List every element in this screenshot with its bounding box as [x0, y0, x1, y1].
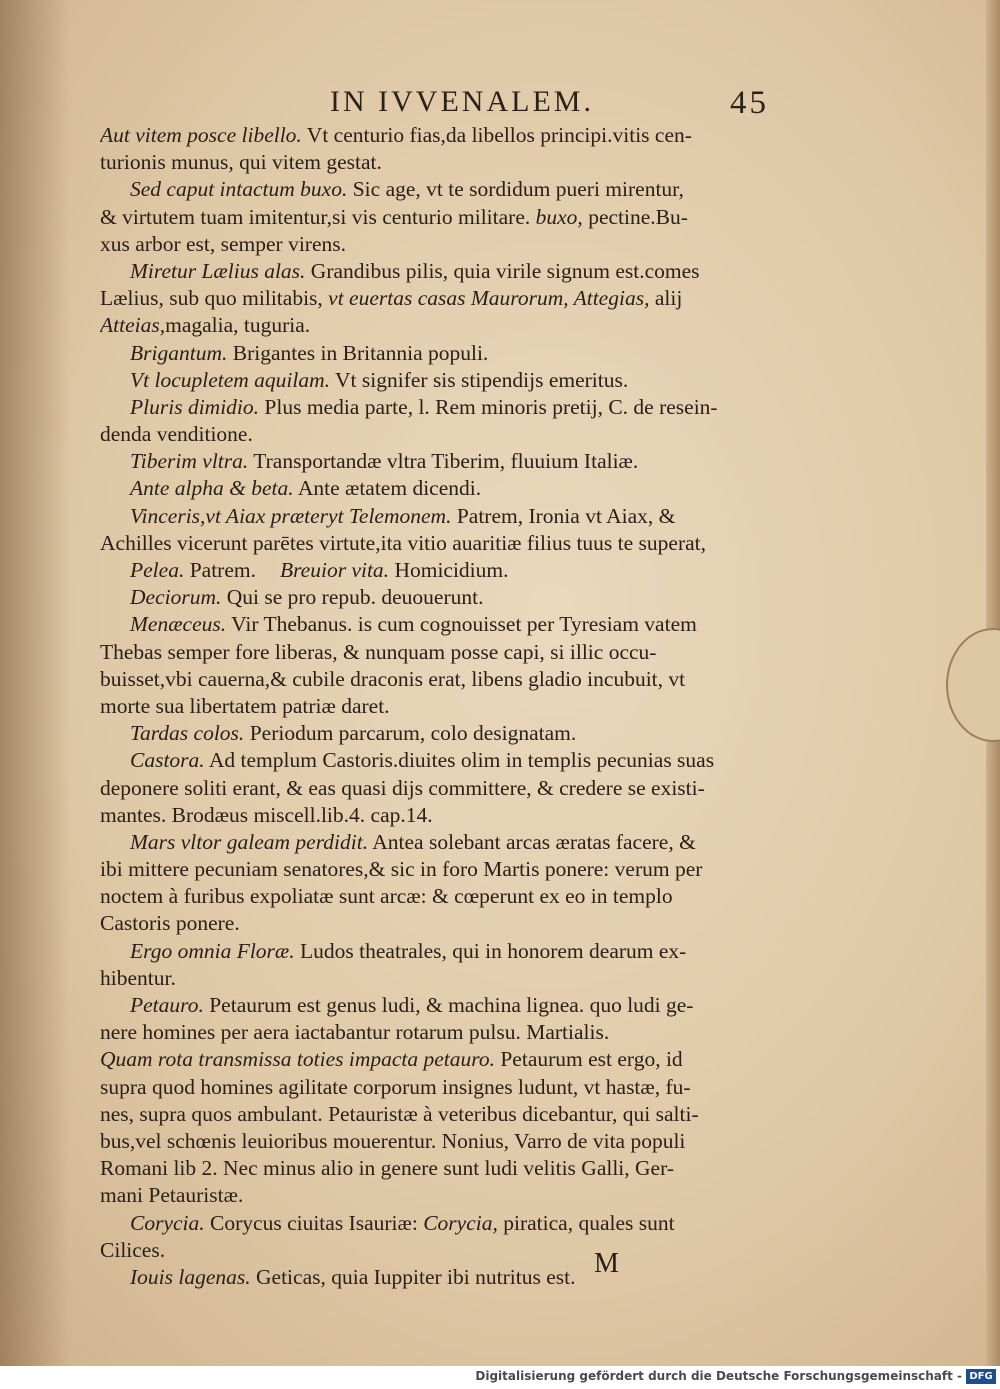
gloss-text: Qui se pro repub. deuouerunt. — [221, 585, 484, 610]
lemma-italic: Ante alpha & beta. — [130, 476, 294, 501]
page-tab-clip — [946, 628, 1000, 742]
text-line — [100, 448, 790, 475]
text-line — [100, 666, 790, 693]
gloss-text: Ad templum Castoris.diuites olim in templis pecunias suas — [204, 748, 715, 773]
text-line — [100, 394, 790, 421]
gloss-text: morte sua libertatem patriæ daret. — [100, 693, 390, 718]
lemma-italic: Vinceris,vt Aiax præteryt Telemonem. — [130, 503, 452, 528]
text-line — [100, 1182, 790, 1209]
gloss-text: Petaurum est ergo, id — [494, 1047, 683, 1072]
gloss-text: Corycus ciuitas Isauriæ: — [204, 1210, 424, 1235]
gloss-text: buisset,vbi cauerna,& cubile draconis erat, libens gladio incubuit, vt — [100, 666, 686, 691]
text-line — [100, 367, 790, 394]
gloss-text: Plus media parte, l. Rem minoris pretij, C. de resein- — [259, 394, 718, 419]
gloss-text: turionis munus, qui vitem gestat. — [100, 150, 382, 175]
gloss-text: Ludos theatrales, qui in honorem dearum ex- — [294, 938, 687, 963]
gloss-text: Grandibus pilis, quia virile signum est.comes — [305, 258, 700, 283]
text-line — [100, 992, 790, 1019]
lemma-italic: Sed caput intactum buxo. — [130, 177, 348, 202]
text-line — [100, 231, 790, 258]
gloss-text: Romani lib 2. Nec minus alio in genere sunt ludi velitis Galli, Ger- — [100, 1156, 674, 1181]
lemma-italic: vt euertas casas Maurorum, Attegias, — [328, 286, 650, 311]
text-line — [100, 421, 790, 448]
text-line — [100, 938, 790, 965]
text-line — [100, 204, 790, 231]
gloss-text: magalia, tuguria. — [165, 313, 311, 338]
dfg-logo: DFG — [966, 1369, 996, 1384]
gloss-text: Cilices. — [100, 1237, 166, 1262]
gloss-text: Homicidium. — [389, 558, 509, 582]
lemma-italic: Pelea. — [130, 558, 185, 582]
digitization-footer — [0, 1366, 1000, 1389]
lemma-italic: Menæceus. — [130, 612, 227, 637]
catchword: M — [594, 1248, 619, 1279]
text-line — [100, 611, 790, 638]
lemma-italic: Corycia, — [423, 1210, 498, 1235]
gloss-text: pectine.Bu- — [582, 204, 688, 229]
text-line — [100, 1101, 790, 1128]
gloss-text: alij — [649, 286, 683, 311]
running-title: IN IVVENALEM. — [330, 85, 594, 118]
gloss-text: Vir Thebanus. is cum cognouisset per Tyresiam vatem — [226, 612, 697, 637]
gloss-text: mani Petauristæ. — [100, 1183, 244, 1208]
text-line — [100, 883, 790, 910]
text-line — [100, 829, 790, 856]
text-line — [100, 1264, 790, 1291]
text-line — [100, 1237, 790, 1264]
lemma-italic: buxo, — [535, 204, 583, 229]
gloss-text: noctem à furibus expoliatæ sunt arcæ: & cœperunt ex eo in templo — [100, 884, 673, 909]
gloss-text: bus,vel schœnis leuioribus mouerentur. Nonius, Varro de vita populi — [100, 1128, 686, 1153]
text-line — [100, 1210, 790, 1237]
gloss-text: piratica, quales sunt — [497, 1210, 675, 1235]
gloss-text: Petaurum est genus ludi, & machina lignea. quo ludi ge- — [203, 993, 694, 1017]
text-line — [100, 856, 790, 883]
gloss-text: Brigantes in Britannia populi. — [227, 340, 489, 365]
lemma-italic: Breuior vita. — [279, 558, 390, 582]
text-line — [100, 530, 790, 557]
gloss-text: supra quod homines agilitate corporum insignes ludunt, vt hastæ, fu- — [100, 1074, 691, 1099]
text-line — [100, 693, 790, 720]
running-header — [330, 85, 800, 125]
text-line — [100, 122, 790, 149]
gloss-text: & virtutem tuam imitentur,si vis centurio militare. — [100, 204, 536, 229]
gloss-text: Achilles vicerunt parētes virtute,ita vitio auaritiæ filius tuus te superat, — [100, 530, 707, 555]
text-line — [100, 584, 790, 611]
text-line — [100, 1046, 790, 1073]
gloss-text: Periodum parcarum, colo designatam. — [244, 721, 577, 746]
gloss-text: Antea solebant arcas æratas facere, & — [368, 829, 696, 854]
gloss-text: ibi mittere pecuniam senatores,& sic in foro Martis ponere: verum per — [100, 857, 703, 882]
gloss-text: hibentur. — [100, 965, 176, 990]
text-line — [100, 747, 790, 774]
text-line — [100, 312, 790, 339]
gloss-text: Ante ætatem dicendi. — [293, 476, 482, 501]
lemma-italic: Pluris dimidio. — [130, 394, 260, 419]
commentary-text — [100, 122, 790, 1291]
gloss-text: Vt centurio fias,da libellos principi.vitis cen- — [301, 123, 692, 147]
text-line — [100, 965, 790, 992]
gloss-text: mantes. Brodæus miscell.lib.4. cap.14. — [100, 802, 433, 827]
text-line — [100, 503, 790, 530]
gloss-text: Thebas semper fore liberas, & nunquam posse capi, si illic occu- — [100, 639, 657, 664]
page-number: 45 — [730, 85, 769, 121]
lemma-italic: Deciorum. — [130, 585, 222, 610]
gloss-text: Geticas, quia Iuppiter ibi nutritus est. — [250, 1264, 576, 1289]
lemma-italic: Quam rota transmissa toties impacta petauro. — [100, 1047, 495, 1072]
text-line — [100, 285, 790, 312]
lemma-italic: Atteias, — [100, 313, 166, 338]
text-line — [100, 258, 790, 285]
text-line — [100, 1155, 790, 1182]
lemma-italic: Castora. — [130, 748, 205, 773]
gloss-text: Patrem. — [184, 558, 256, 582]
gloss-text: Transportandæ vltra Tiberim, fluuium Italiæ. — [248, 449, 639, 474]
gloss-text: Castoris ponere. — [100, 911, 240, 936]
lemma-italic: Vt locupletem aquilam. — [130, 367, 331, 392]
text-line — [100, 720, 790, 747]
lemma-italic: Tiberim vltra. — [130, 449, 249, 474]
text-line — [100, 1074, 790, 1101]
text-line — [100, 340, 790, 367]
lemma-italic: Corycia. — [130, 1210, 205, 1235]
lemma-italic: Brigantum. — [130, 340, 228, 365]
text-line — [100, 775, 790, 802]
lemma-italic: Petauro. — [130, 993, 204, 1017]
text-line — [100, 475, 790, 502]
lemma-italic: Tardas colos. — [130, 721, 245, 746]
lemma-italic: Mars vltor galeam perdidit. — [130, 829, 369, 854]
text-line — [100, 1128, 790, 1155]
text-line — [100, 1019, 790, 1046]
lemma-italic: Ergo omnia Floræ. — [130, 938, 295, 963]
gloss-text: denda venditione. — [100, 422, 253, 447]
text-line — [100, 176, 790, 203]
text-line — [100, 910, 790, 937]
gloss-text: Sic age, vt te sordidum pueri mirentur, — [347, 177, 684, 202]
text-line — [100, 557, 790, 584]
text-line — [100, 802, 790, 829]
lemma-italic: Aut vitem posce libello. — [100, 123, 302, 147]
text-line — [100, 639, 790, 666]
gloss-text: deponere soliti erant, & eas quasi dijs committere, & credere se existi- — [100, 775, 705, 800]
funding-credit: Digitalisierung gefördert durch die Deutsche Forschungsgemeinschaft - — [475, 1369, 962, 1383]
lemma-italic: Iouis lagenas. — [130, 1264, 251, 1289]
gloss-text: Vt signifer sis stipendijs emeritus. — [330, 367, 629, 392]
gloss-text: nere homines per aera iactabantur rotarum pulsu. Martialis. — [100, 1020, 610, 1045]
gloss-text: Lælius, sub quo militabis, — [100, 286, 329, 311]
gloss-text: nes, supra quos ambulant. Petauristæ à veteribus dicebantur, qui salti- — [100, 1101, 699, 1126]
gloss-text: xus arbor est, semper virens. — [100, 231, 346, 256]
gloss-text: Patrem, Ironia vt Aiax, & — [451, 503, 676, 528]
lemma-italic: Miretur Lælius alas. — [130, 258, 306, 283]
text-line — [100, 149, 790, 176]
